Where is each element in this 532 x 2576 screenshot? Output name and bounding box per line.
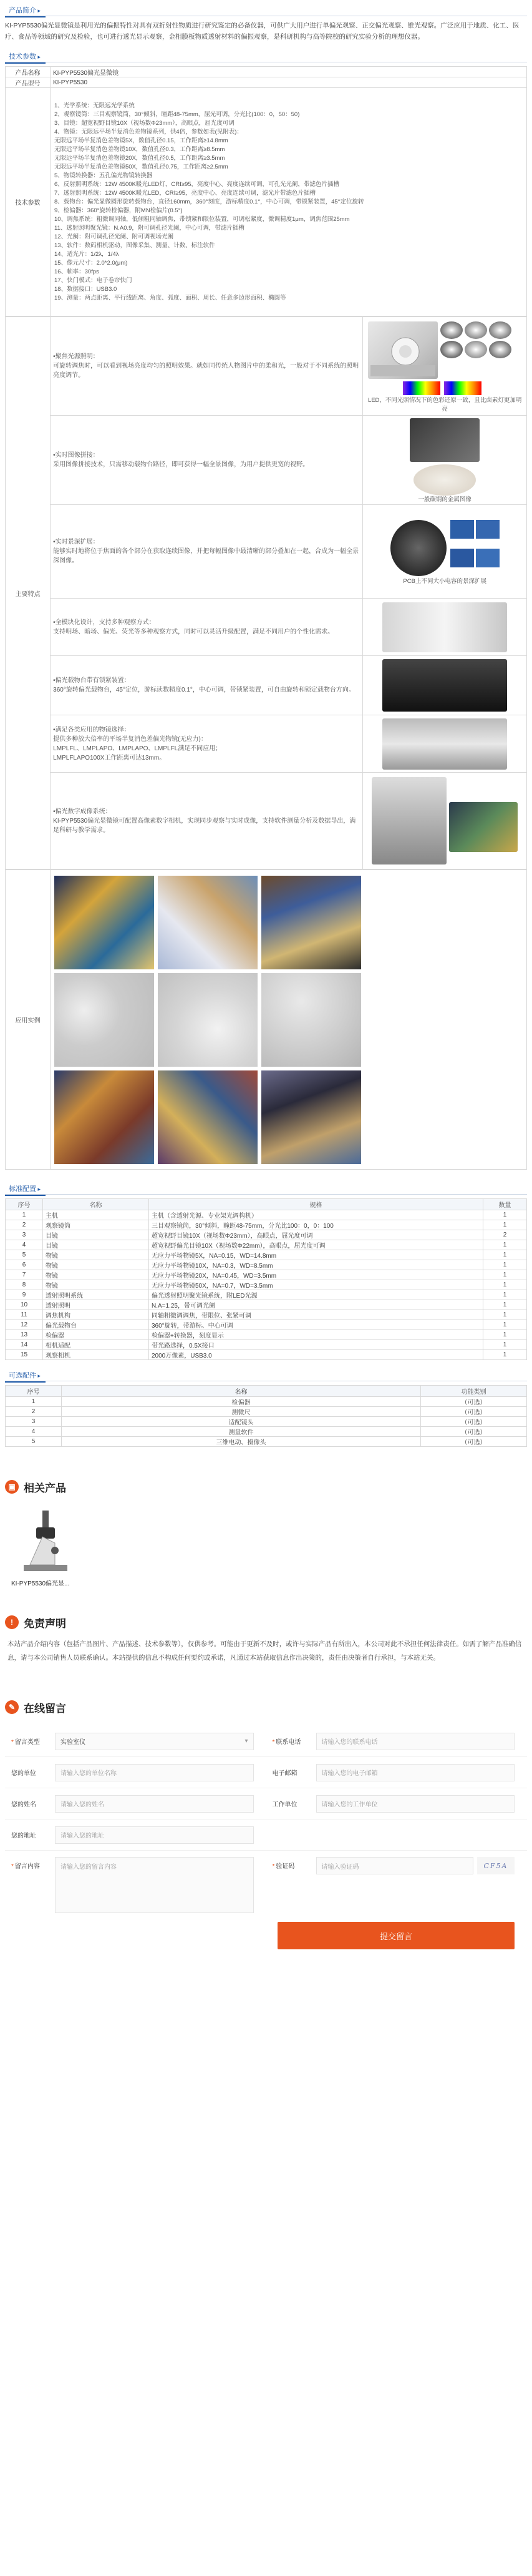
feature-text <box>51 599 363 656</box>
spec-line: 无限远平场半复消色差物镜5X，数值孔径0.15，工作距离≥14.8mm <box>54 137 228 144</box>
gallery-image <box>54 876 154 969</box>
config-row <box>6 1220 527 1230</box>
modular-image-wrap <box>365 600 524 655</box>
config-cell: 3 <box>6 1230 43 1240</box>
feature-text-content: •偏光数字成像系统： KI-PYP5530偏光显微镜可配置高像素数字相机，实现同步观察与实时成像，支持软件测量分析及数据导出，满足科研与教学需求。 <box>53 808 356 834</box>
config-table <box>5 1198 527 1360</box>
config-cell: 12 <box>6 1320 43 1330</box>
form-cell <box>5 1795 266 1813</box>
config-cell: 主机（含透射光源、专业架光调构机） <box>149 1210 483 1220</box>
gallery-image <box>158 876 258 969</box>
config-cell: 2000万像素，USB3.0 <box>149 1350 483 1360</box>
pcb-thumb <box>476 549 500 567</box>
spec-line: 无限远平场半复消色差物镜20X，数值孔径0.5，工作距离≥3.5mm <box>54 154 225 162</box>
config-cell: 物镜 <box>43 1250 149 1260</box>
camera-microscope-image <box>372 777 447 864</box>
config-cell: 物镜 <box>43 1260 149 1270</box>
params-section-header <box>5 50 527 62</box>
config-row <box>6 1280 527 1290</box>
form-label: 您的姓名 <box>11 1801 36 1808</box>
features-key: 主要特点 <box>6 317 51 869</box>
message-type-select[interactable]: 实验室仪 ▾ <box>55 1733 254 1750</box>
params-row <box>6 67 527 77</box>
feature-text <box>51 656 363 715</box>
message-title <box>5 1695 527 1720</box>
spec-line: 14、适光片：1/2λ，1/4λ <box>54 250 119 258</box>
config-cell: 10 <box>6 1300 43 1310</box>
feature-text-content: •实时景深扩展： 能够实时地将位于焦面的各个部分在获取连续图像，并把每幅图像中最清晰的部分叠加在一起，合成为一幅全景深图像。 <box>53 539 359 564</box>
feature-text-content: •满足各类应用的物镜选择： 提供多种放大倍率的平场半复消色差偏光物镜(无应力)： LMPLFL、LMPLAPO、LMPLAPO、LMPLFL满足不同应用； LMPLFLAPO100X工作距离可达13mm。 <box>53 726 222 762</box>
config-cell: 11 <box>6 1310 43 1320</box>
spec-line: 10、调焦系统：粗微调同轴，低倾粗同轴调焦，带锁紧和限位装置，可调松紧度，微调精度1μm，调焦范围25mm <box>54 215 350 223</box>
spec-line: 7、透射照明系统：12W 4500K暖光LED，CRI≥95，亮度中心、亮度连续可调，滤光片带滤色片插槽 <box>54 189 316 197</box>
form-cell <box>5 1857 266 1913</box>
config-cell: 无应力平场物镜50X，NA=0.7，WD=3.5mm <box>149 1280 483 1290</box>
optional-cell: （可选） <box>421 1437 527 1447</box>
pcb-thumb <box>450 520 474 539</box>
form-label: * 联系电话 <box>272 1739 301 1746</box>
config-cell: 无应力平场物镜20X，NA=0.45，WD=3.5mm <box>149 1270 483 1280</box>
focus-knob-image <box>390 520 447 576</box>
config-cell: 无应力平场物镜10X，NA=0.3，WD=8.5mm <box>149 1260 483 1270</box>
stage-image-wrap <box>365 657 524 714</box>
config-row <box>6 1340 527 1350</box>
message-title-text: 在线留言 <box>24 1702 66 1715</box>
config-cell: 三目观察镜筒，30°倾斜，瞳距48-75mm，分光比100：0，0：100 <box>149 1220 483 1230</box>
config-cell: 1 <box>483 1220 527 1230</box>
gallery-image <box>54 1070 154 1164</box>
spec-line: 6、反射照明系统：12W 4500K暖光LED灯，CRI≥95，亮度中心、亮度连续可调，可孔光光阑，带滤色片插槽 <box>54 180 340 188</box>
config-cell: 1 <box>483 1270 527 1280</box>
spec-line: 3、目镜：超宽视野目镜10X（视场数Φ23mm），高眼点，屈光度可调 <box>54 119 235 127</box>
config-cell: 主机 <box>43 1210 149 1220</box>
form-label: * 留言内容 <box>11 1863 40 1870</box>
feature-images <box>363 715 527 773</box>
features-table <box>5 316 527 869</box>
feature-row <box>6 715 527 773</box>
lamp-thumb <box>465 321 487 339</box>
lamp-thumb-row <box>440 341 511 358</box>
config-cell: 15 <box>6 1350 43 1360</box>
spec-line: 16、帧率：30fps <box>54 268 99 275</box>
related-icon: ▣ <box>5 1480 19 1494</box>
email-input[interactable]: 请输入您的电子邮箱 <box>316 1764 515 1781</box>
params-tab[interactable]: 技术参数 ▸ <box>5 50 46 64</box>
lamp-thumb <box>465 341 487 358</box>
config-cell: 8 <box>6 1280 43 1290</box>
config-row <box>6 1320 527 1330</box>
config-col-header: 名称 <box>43 1199 149 1210</box>
form-cell <box>5 1764 266 1781</box>
spec-line: 18、数据接口：USB3.0 <box>54 285 117 293</box>
config-cell: 1 <box>483 1240 527 1250</box>
config-cell: 检偏器+转换器，刻度显示 <box>149 1330 483 1340</box>
form-label: * 留言类型 <box>11 1739 40 1746</box>
optional-cell: （可选） <box>421 1407 527 1417</box>
config-cell: 1 <box>483 1310 527 1320</box>
optional-tab[interactable]: 可选配件 ▸ <box>5 1369 46 1383</box>
feature-image-grid <box>365 319 524 381</box>
config-cell: 6 <box>6 1260 43 1270</box>
config-cell: 1 <box>483 1250 527 1260</box>
config-row <box>6 1270 527 1280</box>
microscope-lamp-image <box>368 321 438 379</box>
modular-microscope-image <box>382 602 507 652</box>
feature-images <box>363 599 527 656</box>
optional-cell: （可选） <box>421 1397 527 1407</box>
config-cell: 透射照明系统 <box>43 1290 149 1300</box>
feature-text <box>51 505 363 599</box>
form-label: 工作单位 <box>272 1801 297 1808</box>
config-cell: 观察镜筒 <box>43 1220 149 1230</box>
feature-row <box>6 599 527 656</box>
gallery-grid <box>54 876 523 1164</box>
message-icon: ✎ <box>5 1700 19 1714</box>
spec-line: 无限远平场半复消色差物镜10X，数值孔径0.3，工作距离≥8.5mm <box>54 145 225 153</box>
spec-line: 13、软件：数码相机驱动，图像采集、测量、计数、标注软件 <box>54 242 215 249</box>
feature-caption: 一般碳钢的金属图像 <box>418 496 472 503</box>
pcb-thumb <box>476 520 500 539</box>
config-cell: 2 <box>6 1220 43 1230</box>
config-cell: 检偏器 <box>43 1330 149 1340</box>
spec-line: 5、物镜转换器：五孔偏光物镜转换器 <box>54 172 153 179</box>
spec-row <box>6 88 527 316</box>
optional-row <box>6 1437 527 1447</box>
feature-text <box>51 773 363 869</box>
pcb-thumb <box>450 549 474 567</box>
spec-line: 11、透射照明聚光镜：N.A0.9，附可调孔径光阑，中心可调，带滤片插槽 <box>54 224 244 232</box>
optional-row <box>6 1427 527 1437</box>
camera-image-wrap <box>365 775 524 867</box>
config-cell: 13 <box>6 1330 43 1340</box>
stitch-result-wrap <box>365 464 524 496</box>
config-cell: 同轴粗微调调焦，带限位、张紧可调 <box>149 1310 483 1320</box>
config-cell: 偏光透射照明聚光镜系统，附LED光源 <box>149 1290 483 1300</box>
config-cell: 观察相机 <box>43 1350 149 1360</box>
config-cell: 物镜 <box>43 1270 149 1280</box>
related-item-label[interactable]: KI-PYP5530偏光显... <box>11 1580 70 1587</box>
feature-row <box>6 773 527 869</box>
feature-text-content: •实时图像拼接： 采用图像拼接技术，只需移动载物台路径，即可获得一幅全景图像，为用户提供更宽的视野。 <box>53 452 309 468</box>
feature-caption: PCB上不同大小电容的景深扩展 <box>403 577 486 585</box>
form-cell <box>266 1795 528 1813</box>
disclaimer-text: 本站产品介绍内容（包括产品图片、产品描述、技术参数等），仅供参考。可能由于更新不及时，或许与实际产品有所出入，本公司对此不承担任何法律责任。如需了解产品准确信息，请与本公司销售人员联系确认。本站提供的信息不构成任何要约或承诺，凡通过本站获取信息作出决策的，责任由决策者自行承担，与本站无关。 <box>7 1640 522 1662</box>
config-body <box>6 1210 527 1360</box>
feature-images <box>363 416 527 505</box>
gallery-image <box>158 1070 258 1164</box>
phone-input[interactable]: 请输入您的联系电话 <box>316 1733 515 1750</box>
submit-row <box>5 1922 527 1949</box>
optional-cell: 1 <box>6 1397 62 1407</box>
config-cell: 带光路选择，0.5X接口 <box>149 1340 483 1350</box>
form-row <box>5 1819 527 1851</box>
feature-images <box>363 505 527 599</box>
gallery-image <box>261 973 361 1067</box>
optional-cell: 3 <box>6 1417 62 1427</box>
feature-caption: LED，不同光照情况下的色彩还原一致，且比卤素灯更加明亮 <box>367 396 522 413</box>
form-cell <box>266 1764 528 1781</box>
config-cell: 目镜 <box>43 1240 149 1250</box>
feature-images <box>363 773 527 869</box>
captcha-input[interactable]: 请输入验证码 <box>316 1857 474 1874</box>
feature-row <box>6 656 527 715</box>
intro-section-header <box>5 4 527 16</box>
config-row <box>6 1330 527 1340</box>
microscope-icon <box>17 1506 74 1574</box>
spectrum-swatch <box>403 381 440 395</box>
config-cell: 1 <box>483 1260 527 1270</box>
config-section-header <box>5 1182 527 1195</box>
stitch-image-wrap <box>365 416 524 464</box>
feature-text <box>51 416 363 505</box>
gallery-image <box>54 973 154 1067</box>
config-cell: 偏光载物台 <box>43 1320 149 1330</box>
config-cell: 9 <box>6 1290 43 1300</box>
feature-images <box>363 317 527 416</box>
feature-text <box>51 317 363 416</box>
gallery-image <box>261 1070 361 1164</box>
gallery-row <box>6 870 527 1170</box>
config-cell: 360°旋转，带游标、中心可调 <box>149 1320 483 1330</box>
params-table <box>5 66 527 316</box>
config-cell: 1 <box>483 1350 527 1360</box>
spec-line: 8、载物台：偏光显微圆形旋转载物台，直径160mm，360°刻度，游标精度0.1°，中心可调，带锁紧装置，45°定位旋转 <box>54 198 364 205</box>
form-cell <box>5 1826 266 1844</box>
config-row <box>6 1210 527 1220</box>
feature-row <box>6 317 527 416</box>
config-row <box>6 1250 527 1260</box>
optional-cell: 2 <box>6 1407 62 1417</box>
feature-text-content: •全模块化设计，支持多种观察方式： 支持明场、暗场、偏光、荧光等多种观察方式，同时可以灵活升级配置，满足不同用户的个性化需求。 <box>53 619 334 635</box>
params-row <box>6 77 527 88</box>
config-cell: 1 <box>483 1320 527 1330</box>
config-header-row <box>6 1199 527 1210</box>
message-form <box>5 1726 527 1949</box>
config-tab[interactable]: 标准配置 ▸ <box>5 1182 46 1196</box>
optional-row <box>6 1407 527 1417</box>
param-value: KI-PYP5530 <box>51 77 527 88</box>
form-row <box>5 1757 527 1788</box>
captcha-image[interactable]: CF5A <box>477 1857 515 1874</box>
config-cell: 1 <box>483 1300 527 1310</box>
form-row <box>5 1726 527 1757</box>
related-item[interactable] <box>11 1506 86 1587</box>
form-label: 您的单位 <box>11 1770 36 1777</box>
lamp-thumb <box>440 341 463 358</box>
gallery-image <box>158 973 258 1067</box>
message-content-textarea[interactable]: 请输入您的留言内容 <box>55 1857 254 1913</box>
config-cell: 相机适配 <box>43 1340 149 1350</box>
optional-col-header: 名称 <box>62 1386 421 1397</box>
optional-cell: 测量软件 <box>62 1427 421 1437</box>
config-cell: 1 <box>483 1290 527 1300</box>
intro-tab[interactable]: 产品简介 ▸ <box>5 4 46 17</box>
objectives-image <box>382 718 507 770</box>
submit-button[interactable]: 提交留言 <box>278 1922 515 1949</box>
spec-line: 无限远平场半复消色差物镜50X，数值孔径0.75，工作距离≥2.5mm <box>54 163 228 170</box>
spec-line: 9、检偏器：360°旋转检偏器，附MN检偏片(0.5°) <box>54 207 183 214</box>
config-cell: 目镜 <box>43 1230 149 1240</box>
config-cell: 1 <box>483 1340 527 1350</box>
gallery-image <box>261 876 361 969</box>
spec-line: 19、测量：两点距离、平行线距离、角度、弧度、面积、周长、任意多边形面积、椭圆等 <box>54 294 286 301</box>
spec-line: 15、像元尺寸：2.0*2.0(μm) <box>54 259 128 267</box>
config-cell: 1 <box>483 1280 527 1290</box>
disclaimer-title-text: 免责声明 <box>24 1617 66 1630</box>
config-row <box>6 1350 527 1360</box>
form-row <box>5 1851 527 1919</box>
config-cell: N.A=1.25，带可调光阑 <box>149 1300 483 1310</box>
optional-cell: （可选） <box>421 1417 527 1427</box>
config-cell: 1 <box>483 1210 527 1220</box>
form-label: 电子邮箱 <box>272 1770 297 1777</box>
optional-cell: 适配镜头 <box>62 1417 421 1427</box>
optional-cell: 检偏器 <box>62 1397 421 1407</box>
feature-text <box>51 715 363 773</box>
related-item-image[interactable] <box>11 1506 80 1574</box>
form-label: * 验证码 <box>272 1863 295 1870</box>
optional-cell: （可选） <box>421 1427 527 1437</box>
config-row <box>6 1310 527 1320</box>
config-col-header: 序号 <box>6 1199 43 1210</box>
optional-body <box>6 1397 527 1447</box>
lamp-thumb-row <box>440 321 511 339</box>
feature-text-content: •偏光载物台带有锁紧装置： 360°旋转偏光载物台，45°定位，游标读数精度0.1°，中心可调，带锁紧装置，可自由旋转和锁定载物台方向。 <box>53 677 355 693</box>
address-input[interactable]: 请输入您的地址 <box>55 1826 254 1844</box>
config-cell: 超宽视野偏光目镜10X（视场数Φ22mm），高眼点，屈光度可调 <box>149 1240 483 1250</box>
lamp-thumb <box>489 341 511 358</box>
spec-line: 4、物镜：无限远平场半复消色差物镜系列，供4倍，参数如表(见附表)： <box>54 128 243 135</box>
objective-image-wrap <box>365 716 524 772</box>
config-col-header: 规格 <box>149 1199 483 1210</box>
disclaimer-icon: ! <box>5 1615 19 1629</box>
chevron-down-icon: ▾ <box>244 1738 248 1745</box>
config-row <box>6 1300 527 1310</box>
config-cell: 调焦机构 <box>43 1310 149 1320</box>
config-col-header: 数量 <box>483 1199 527 1210</box>
feature-text-content: •聚焦光源照明： 可旋转调焦时，可以看到视场亮度均匀的照明效果。就如同传统人物图片中的柔和光，一般对于不同系统的照明亮度调节。 <box>53 353 359 379</box>
config-row <box>6 1260 527 1270</box>
related-title-text: 相关产品 <box>24 1482 66 1494</box>
lamp-thumb <box>489 321 511 339</box>
related-title <box>5 1474 527 1499</box>
spec-line: 1、光学系统：无限远光学系统 <box>54 102 135 109</box>
microscope-stage-image <box>410 418 480 462</box>
form-cell <box>266 1733 528 1750</box>
polarizing-stage-image <box>382 659 507 712</box>
spec-list <box>51 88 527 316</box>
optional-cell: 测微尺 <box>62 1407 421 1417</box>
spectrum-swatch <box>444 381 481 395</box>
optional-row <box>6 1417 527 1427</box>
param-value: KI-PYP5530偏光显微镜 <box>51 67 527 77</box>
feature-row <box>6 416 527 505</box>
optional-row <box>6 1397 527 1407</box>
pcb-thumbs <box>450 520 500 576</box>
intro-text: KI-PYP5530偏光显微镜是利用光的偏振特性对具有双折射性物质进行研究鉴定的必备仪器，可供广大用户进行单偏光观察、正交偏光观察、锥光观察。广泛应用于地质、化工、医疗、食品等领域的研究及检验，也可进行透光显示观察，金相膜板物质透射材料的偏振观察，是科研机构与高等院校的研究实验分析的理想仪器。 <box>5 22 520 41</box>
optional-cell: 4 <box>6 1427 62 1437</box>
form-cell <box>5 1733 266 1750</box>
optional-cell: 5 <box>6 1437 62 1447</box>
optional-col-header: 功能类别 <box>421 1386 527 1397</box>
form-cell <box>266 1857 528 1874</box>
config-cell: 5 <box>6 1250 43 1260</box>
gallery-table <box>5 869 527 1170</box>
optional-table <box>5 1385 527 1447</box>
gallery-key: 应用实例 <box>6 870 51 1170</box>
software-screen-image <box>449 802 518 852</box>
config-cell: 14 <box>6 1340 43 1350</box>
lamp-thumbs <box>440 321 511 379</box>
config-row <box>6 1290 527 1300</box>
config-row <box>6 1240 527 1250</box>
spec-key: 技术参数 <box>6 88 51 316</box>
config-cell: 无应力平场物镜5X，NA=0.15，WD=14.8mm <box>149 1250 483 1260</box>
config-cell: 7 <box>6 1270 43 1280</box>
edf-image-wrap <box>365 517 524 577</box>
spectrum-row <box>365 381 524 396</box>
work-unit-input[interactable]: 请输入您的工作单位 <box>316 1795 515 1813</box>
optional-section-header <box>5 1369 527 1381</box>
config-cell: 1 <box>483 1330 527 1340</box>
stitch-result-image <box>414 464 476 496</box>
config-cell: 透射照明 <box>43 1300 149 1310</box>
gallery-grid-cell <box>51 870 527 1170</box>
param-key: 产品名称 <box>6 67 51 77</box>
spec-line: 12、光阑：附可调孔径光阑、附可调视场光阑 <box>54 233 174 240</box>
config-row <box>6 1230 527 1240</box>
spec-line: 17、快门模式：电子卷帘快门 <box>54 277 132 284</box>
config-cell: 1 <box>6 1210 43 1220</box>
feature-row <box>6 505 527 599</box>
name-input[interactable]: 请输入您的姓名 <box>55 1795 254 1813</box>
form-label: 您的地址 <box>11 1833 36 1839</box>
optional-header-row <box>6 1386 527 1397</box>
param-key: 产品型号 <box>6 77 51 88</box>
form-row <box>5 1788 527 1819</box>
config-cell: 4 <box>6 1240 43 1250</box>
related-list <box>5 1499 527 1587</box>
spec-line: 2、观察镜筒：三目观察镜筒，30°倾斜，瞳距48-75mm，屈光可调，分光比(100：0，50：50) <box>54 110 300 118</box>
company-input[interactable]: 请输入您的单位名称 <box>55 1764 254 1781</box>
disclaimer-title <box>5 1610 527 1635</box>
optional-cell: 三维电动、摄像头 <box>62 1437 421 1447</box>
lamp-thumb <box>440 321 463 339</box>
lamp-illustration <box>368 321 438 379</box>
feature-images <box>363 656 527 715</box>
optional-col-header: 序号 <box>6 1386 62 1397</box>
config-cell: 2 <box>483 1230 527 1240</box>
config-cell: 物镜 <box>43 1280 149 1290</box>
config-cell: 超宽视野目镜10X（视场数Φ23mm），高眼点，屈光度可调 <box>149 1230 483 1240</box>
